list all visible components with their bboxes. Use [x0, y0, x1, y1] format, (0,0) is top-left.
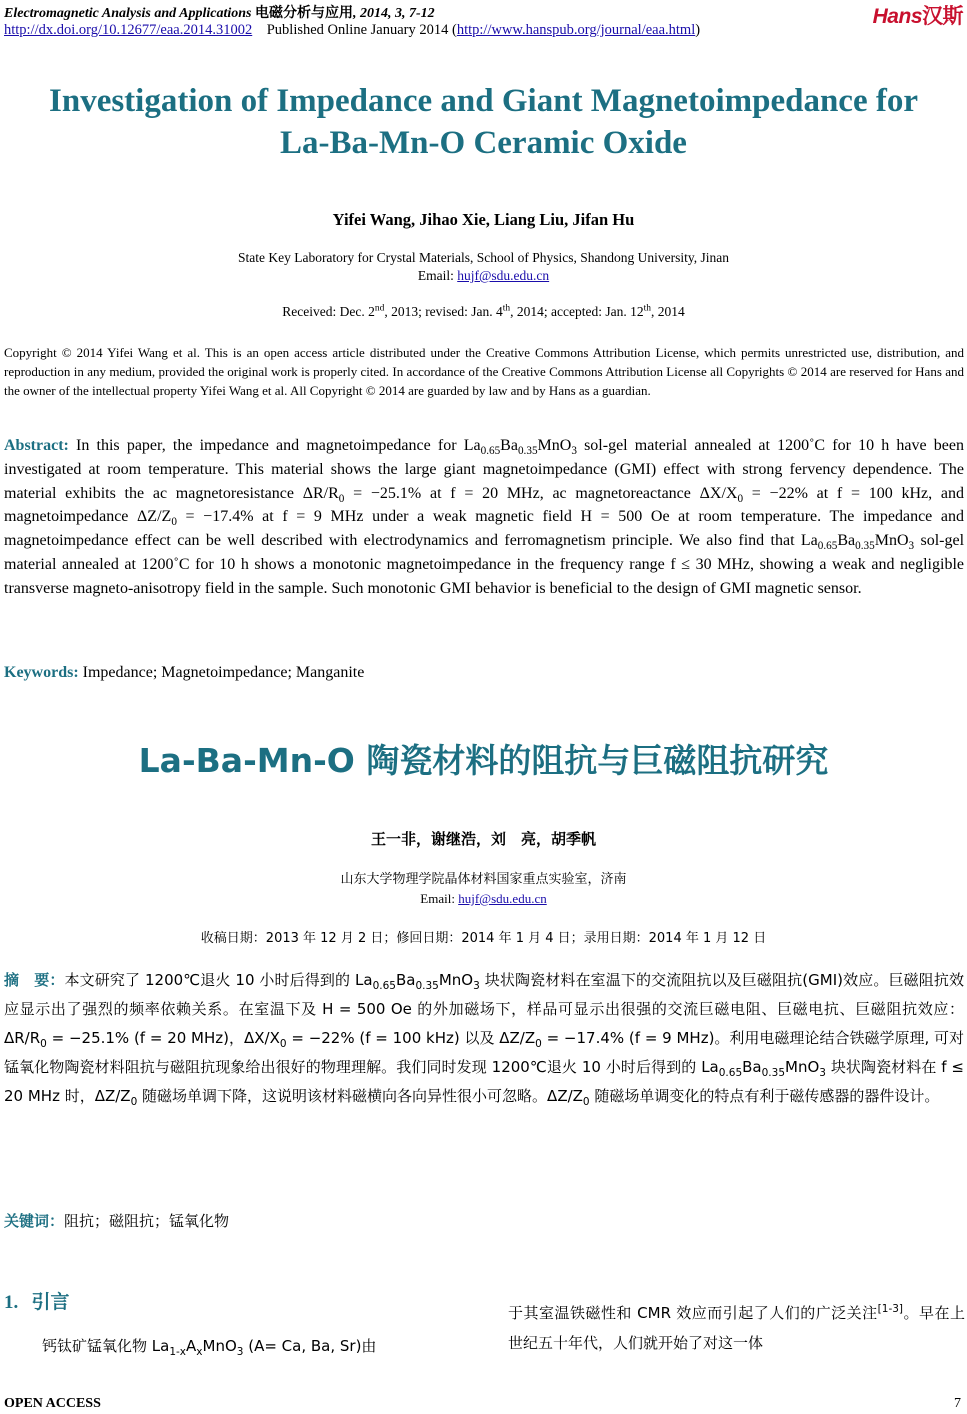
- received-sup: nd: [374, 303, 385, 314]
- keywords-en: [4, 664, 364, 682]
- email-link[interactable]: hujf@sdu.edu.cn: [457, 268, 550, 283]
- copyright-notice: Copyright © 2014 Yifei Wang et al. This is an open access article distributed under the Creative Commons Attribution License, which permits unrestricted use, distribution, and reproduction in any medium, provided the original work is properly cited. In accordance of the Creative Commons Attribution License all Copyrights © 2014 are reserved for Hans and the owner of the intellectual property Yifei Wang et al. All Copyright © 2014 are guarded by law and by Hans as a guardian.: [4, 345, 964, 398]
- section-title: 引言: [31, 1291, 70, 1313]
- accepted-date: , 2014; accepted: Jan. 12: [510, 304, 644, 319]
- journal-issue: , 2014, 3, 7-12: [352, 6, 435, 21]
- accepted-year: , 2014: [650, 304, 685, 319]
- dates-cn: 收稿日期：2013 年 12 月 2 日；修回日期：2014 年 1 月 4 日；录用日期：2014 年 1 月 12 日: [200, 931, 767, 946]
- paper-title-cn: La-Ba-Mn-O 陶瓷材料的阻抗与巨磁阻抗研究: [138, 741, 829, 780]
- section-number: 1.: [4, 1292, 19, 1313]
- intro-right-column: 于其室温铁磁性和 CMR 效应而引起了人们的广泛关注[1-3]。早在上世纪五十年代，人们就开始了对这一体: [508, 1303, 965, 1352]
- hans-logo: [873, 0, 963, 30]
- affiliation-cn-text: 山东大学物理学院晶体材料国家重点实验室，济南: [340, 872, 627, 887]
- keywords-cn-text: 阻抗；磁阻抗；锰氧化物: [64, 1212, 230, 1230]
- received-date: Received: Dec. 2: [282, 304, 375, 319]
- paper-title-en: [0, 80, 967, 164]
- accepted-sup: th: [643, 303, 651, 314]
- keywords-label: Keywords:: [4, 664, 79, 681]
- title-line-1: Investigation of Impedance and Giant Magnetoimpedance for: [49, 83, 918, 119]
- journal-header: [4, 2, 435, 22]
- abstract-cn-label: 摘 要：: [4, 971, 65, 989]
- journal-url-link[interactable]: http://www.hanspub.org/journal/eaa.html: [456, 22, 696, 38]
- doi-line: [4, 22, 700, 39]
- affiliation-cn: [0, 870, 967, 908]
- journal-name-cn: 电磁分析与应用: [254, 6, 353, 21]
- email-line-cn: [0, 889, 967, 908]
- email-line: [0, 267, 967, 285]
- revised-sup: th: [502, 303, 511, 314]
- keywords-cn: [4, 1210, 229, 1231]
- email-link-cn[interactable]: hujf@sdu.edu.cn: [458, 891, 547, 906]
- abstract-label: Abstract:: [4, 437, 69, 454]
- journal-name-en: Electromagnetic Analysis and Applications: [4, 6, 252, 21]
- dates-en: [0, 304, 967, 320]
- email-label: Email:: [417, 268, 458, 283]
- hans-logo-cn: 汉斯: [922, 5, 963, 28]
- doi-link[interactable]: http://dx.doi.org/10.12677/eaa.2014.31002: [4, 22, 253, 38]
- abstract-en: Abstract: In this paper, the impedance and magnetoimpedance for $La_{0.65}Ba_{0.35}MnO_3$ sol-gel material annealed at 1200˚C for 10 h have been investigated at room temperature. This material shows the large giant magnetoimpedance (GMI) effect with strong fervency dependence. The material exhibits the ac magnetoresistance $\Delta R/R_0 = -25.1\%$ at f = 20 MHz, ac magnetoreactance $\Delta X/X_0 = -22\%$ at f = 100 kHz, and magnetoimpedance $\Delta Z/Z_0 = -17.4\%$ at f = 9 MHz under a weak magnetic field H = 500 Oe at room temperature. The impedance and magnetoimpedance effect can be well described with electrodynamics and ferromagnetism principle. We also find that $La_{0.65}Ba_{0.35}MnO_3$ sol-gel material annealed at 1200˚C for 10 h shows a monotonic magnetoimpedance in the frequency range f ≤ 30 MHz, showing a weak and negligible transverse magneto-anisotropy field in the sample. Such monotonic GMI behavior is beneficial to the design of GMI magnetic sensor.: [4, 437, 965, 597]
- intro-left-column: 钙钛矿锰氧化物 $La_{1-x}A_xMnO_3$ (A= Ca, Ba, Sr)由: [42, 1337, 377, 1358]
- published-end: ): [695, 22, 701, 38]
- keywords-cn-label: 关键词：: [4, 1212, 65, 1230]
- affiliation-en: [0, 249, 967, 285]
- keywords-text: Impedance; Magnetoimpedance; Manganite: [78, 664, 365, 681]
- authors-en: Yifei Wang, Jihao Xie, Liang Liu, Jifan Hu: [332, 210, 635, 229]
- affiliation-text: State Key Laboratory for Crystal Materials, School of Physics, Shandong University, Jinan: [237, 250, 730, 265]
- authors-cn: 王一非，谢继浩，刘 亮，胡季帆: [370, 830, 596, 848]
- section-heading-intro: [4, 1287, 70, 1314]
- published-text: Published Online January 2014 (: [266, 22, 457, 38]
- citation-ref: [1-3]: [877, 1303, 904, 1315]
- revised-date: , 2013; revised: Jan. 4: [384, 304, 503, 319]
- hans-logo-en: Hans: [872, 5, 922, 28]
- abstract-cn: 摘 要：本文研究了 1200℃退火 10 小时后得到的 $La_{0.65}Ba_{0.35}MnO_3$ 块状陶瓷材料在室温下的交流阻抗以及巨磁阻抗(GMI)效应。巨磁阻抗效应显示出了强烈的频率依赖关系。在室温下及 H = 500 Oe 的外加磁场下，样品可显示出很强的交流巨磁电阻、巨磁电抗、巨磁阻抗效应：$\Delta R/R_0 = -25.1\%$ (f = 20 MHz)，$\Delta X/X_0 = -22\%$ (f = 100 kHz) 以及 $\Delta Z/Z_0 = -17.4\%$ (f = 9 MHz)。利用电磁理论结合铁磁学原理, 可对锰氧化物陶瓷材料阻抗与磁阻抗现象给出很好的物理理解。我们同时发现 1200℃退火 10 小时后得到的 $La_{0.65}Ba_{0.35}MnO_3$ 块状陶瓷材料在 f ≤ 20 MHz 时，$\Delta Z/Z_0$ 随磁场单调下降，这说明该材料磁横向各向异性很小可忽略。$\Delta Z/Z_0$ 随磁场单调变化的特点有利于磁传感器的器件设计。: [4, 971, 964, 1108]
- title-line-2: La-Ba-Mn-O Ceramic Oxide: [280, 125, 687, 161]
- open-access-label: OPEN ACCESS: [4, 1396, 101, 1411]
- email-label-cn: Email:: [420, 891, 459, 906]
- page-number: 7: [954, 1396, 961, 1411]
